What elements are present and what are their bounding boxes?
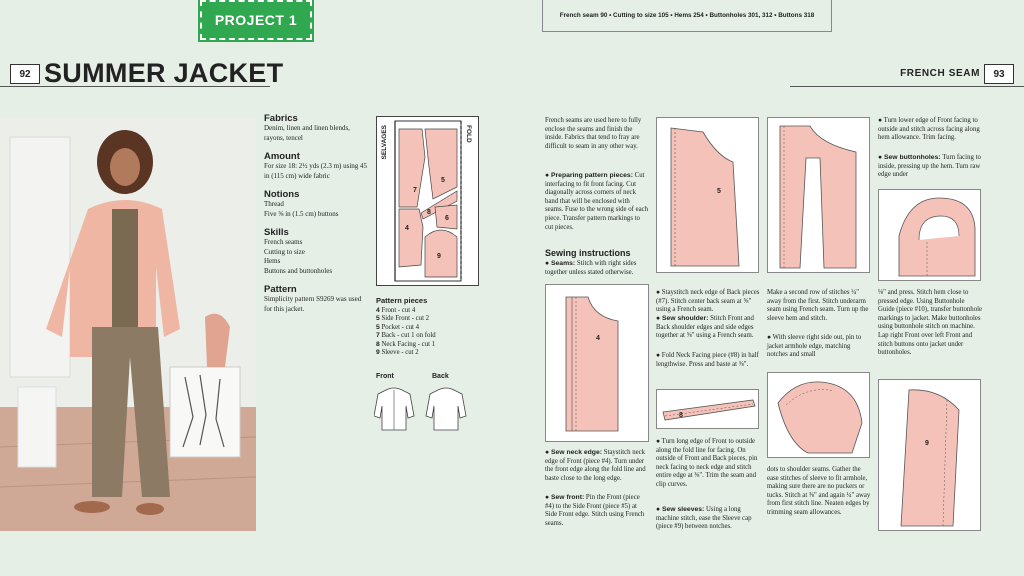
col1-neck: ● Sew neck edge: Staystitch neck edge of Front (piece #4). Turn under the front edge along the fold line and baste close to the long edge. [545,449,646,482]
project-tab: PROJECT 1 [200,0,312,40]
illustration-piece-number: 5 [717,188,721,195]
col2-neck-facing: ● Fold Neck Facing piece (#8) in half lengthwise. Press and baste at ⅜". [656,352,759,368]
col2-shoulder: ● Sew shoulder: Stitch Front and Back shoulder edges and side edges together at ⅝" using a French seam. [656,315,754,340]
front-piece-illustration [545,284,649,442]
sleeve-attach-illustration [767,372,870,458]
col3-second-row: Make a second row of stitches ¼" away from the first. Stitch underarm seam using French seam. Turn up the sleeve hem and stitch. [767,289,869,322]
title-rule-left [0,86,270,87]
pattern-pieces-list [376,296,486,357]
cross-reference-text: French seam 90 • Cutting to size 105 • Hems 254 • Buttonholes 301, 312 • Buttons 318 [559,12,815,19]
piece-label: 8 [427,209,431,216]
section-title: FRENCH SEAM [900,68,980,79]
notions-item: Thread [264,200,284,208]
col1-seams: ● Seams: Stitch with right sides together unless stated otherwise. [545,260,637,276]
right-page-number: 93 [984,64,1014,84]
title-rule-right [790,86,1024,87]
side-front-illustration [656,117,759,273]
neck-facing-illustration [656,389,759,429]
col4-lower-edge: ● Turn lower edge of Front facing to outside and stitch across facing along hem allowance. Trim facing. [878,117,980,142]
fold-label: FOLD [465,125,472,143]
illustration-piece-number: 8 [679,412,683,419]
pattern-layout-svg [377,117,478,285]
pattern-pieces-heading: Pattern pieces [376,296,428,305]
piece-label: 9 [437,253,441,260]
col2-sleeves: ● Sew sleeves: Using a long machine stitch, ease the Sleeve cap (piece #9) between notches. [656,506,752,531]
facing-illustration [878,189,981,281]
cross-reference-box [542,0,832,32]
sleeve-illustration [878,379,981,531]
list-item: 5 Pocket - cut 4 [376,323,420,331]
pattern-text: Simplicity pattern S9269 was used for this jacket. [264,295,362,313]
notions-heading: Notions [264,189,300,200]
skills-heading: Skills [264,227,289,238]
model-photo-illustration [0,117,256,531]
col3-gather: dots to shoulder seams. Gather the ease stitches of sleeve to fit armhole, making sure there are no puckers or tucks. Stitch at ⅜" and again ¼" away from first stitch line. Neaten edges by trimming seam allowances. [767,466,871,516]
illustration-piece-number: 4 [596,335,600,342]
sewing-instructions-heading: Sewing instructions [545,248,631,258]
notions-item: Five ⅝ in (1.5 cm) buttons [264,209,339,218]
col2-staystitch: ● Staystitch neck edge of Back pieces (#7). Stitch center back seam at ⅝" using a French seam. [656,289,760,314]
fabrics-text: Denim, linen and linen blends, rayons, tencel [264,124,350,142]
amount-text: For size 18: 2½ yds (2.3 m) using 45 in (115 cm) wide fabric [264,162,368,180]
piece-label: 4 [405,225,409,232]
front-view-label: Front [376,373,394,380]
fabrics-heading: Fabrics [264,113,298,124]
skills-item: Cutting to size [264,247,305,256]
list-item: 5 Side Front - cut 2 [376,315,430,323]
list-item: 7 Back - cut 1 on fold [376,332,436,340]
page-title: SUMMER JACKET [44,58,284,88]
col1-intro: French seams are used here to fully enclose the seams and finish the inside. Fabrics that tend to fray are difficult to seam in any other way. [545,117,642,150]
selvages-label: SELVAGES [381,125,388,160]
project-info [264,113,369,314]
col3-pin-sleeve: ● With sleeve right side out, pin to jacket armhole edge, matching notches and small [767,334,862,359]
model-photo [0,117,256,531]
list-item: 4 Front - cut 4 [376,307,416,314]
col4-buttonholes: ● Sew buttonholes: Turn facing to inside, pressing up the hem. Turn raw edge under [878,154,981,179]
illustration-piece-number: 9 [925,440,929,447]
pattern-heading: Pattern [264,284,297,295]
piece-label: 7 [413,187,417,194]
list-item: 8 Neck Facing - cut 1 [376,340,436,348]
jacket-flat-sketch [374,384,474,434]
skills-item: Buttons and buttonholes [264,266,333,275]
piece-label: 5 [441,177,445,184]
amount-heading: Amount [264,151,300,162]
col1-front: ● Sew front: Pin the Front (piece #4) to the Side Front (piece #5) at Side Front edge. Stitch using French seams. [545,494,645,527]
skills-item: French seams [264,238,303,246]
piece-label: 6 [445,215,449,222]
skills-item: Hems [264,257,281,265]
col4-hem: ⅛" and press. Stitch hem close to pressed edge. Using Buttonhole Guide (piece #10), transfer buttonhole markings to jacket. Make buttonholes using buttonhole stitch on machine. Lap right Front over left Front and stitch buttons onto jacket under buttonholes. [878,289,982,357]
left-page-number: 92 [10,64,40,84]
pattern-layout-diagram [376,116,479,286]
col1-prep: ● Preparing pattern pieces: Cut interfacing to fit front facing. Cut diagonally across corners of neck band that will be enclosed with seams. Fuse to the wrong side of each piece. Transfer pattern markings to cut pieces. [545,172,649,231]
list-item: 9 Sleeve - cut 2 [376,349,419,357]
col2-turn-front: ● Turn long edge of Front to outside along the fold line for facing. On outside of Front and Back pieces, pin neck facing to neck edge and stitch entire edge at ⅜". Trim the seam and clip curves. [656,438,758,488]
back-view-label: Back [432,373,449,380]
jacket-body-illustration [767,117,870,273]
